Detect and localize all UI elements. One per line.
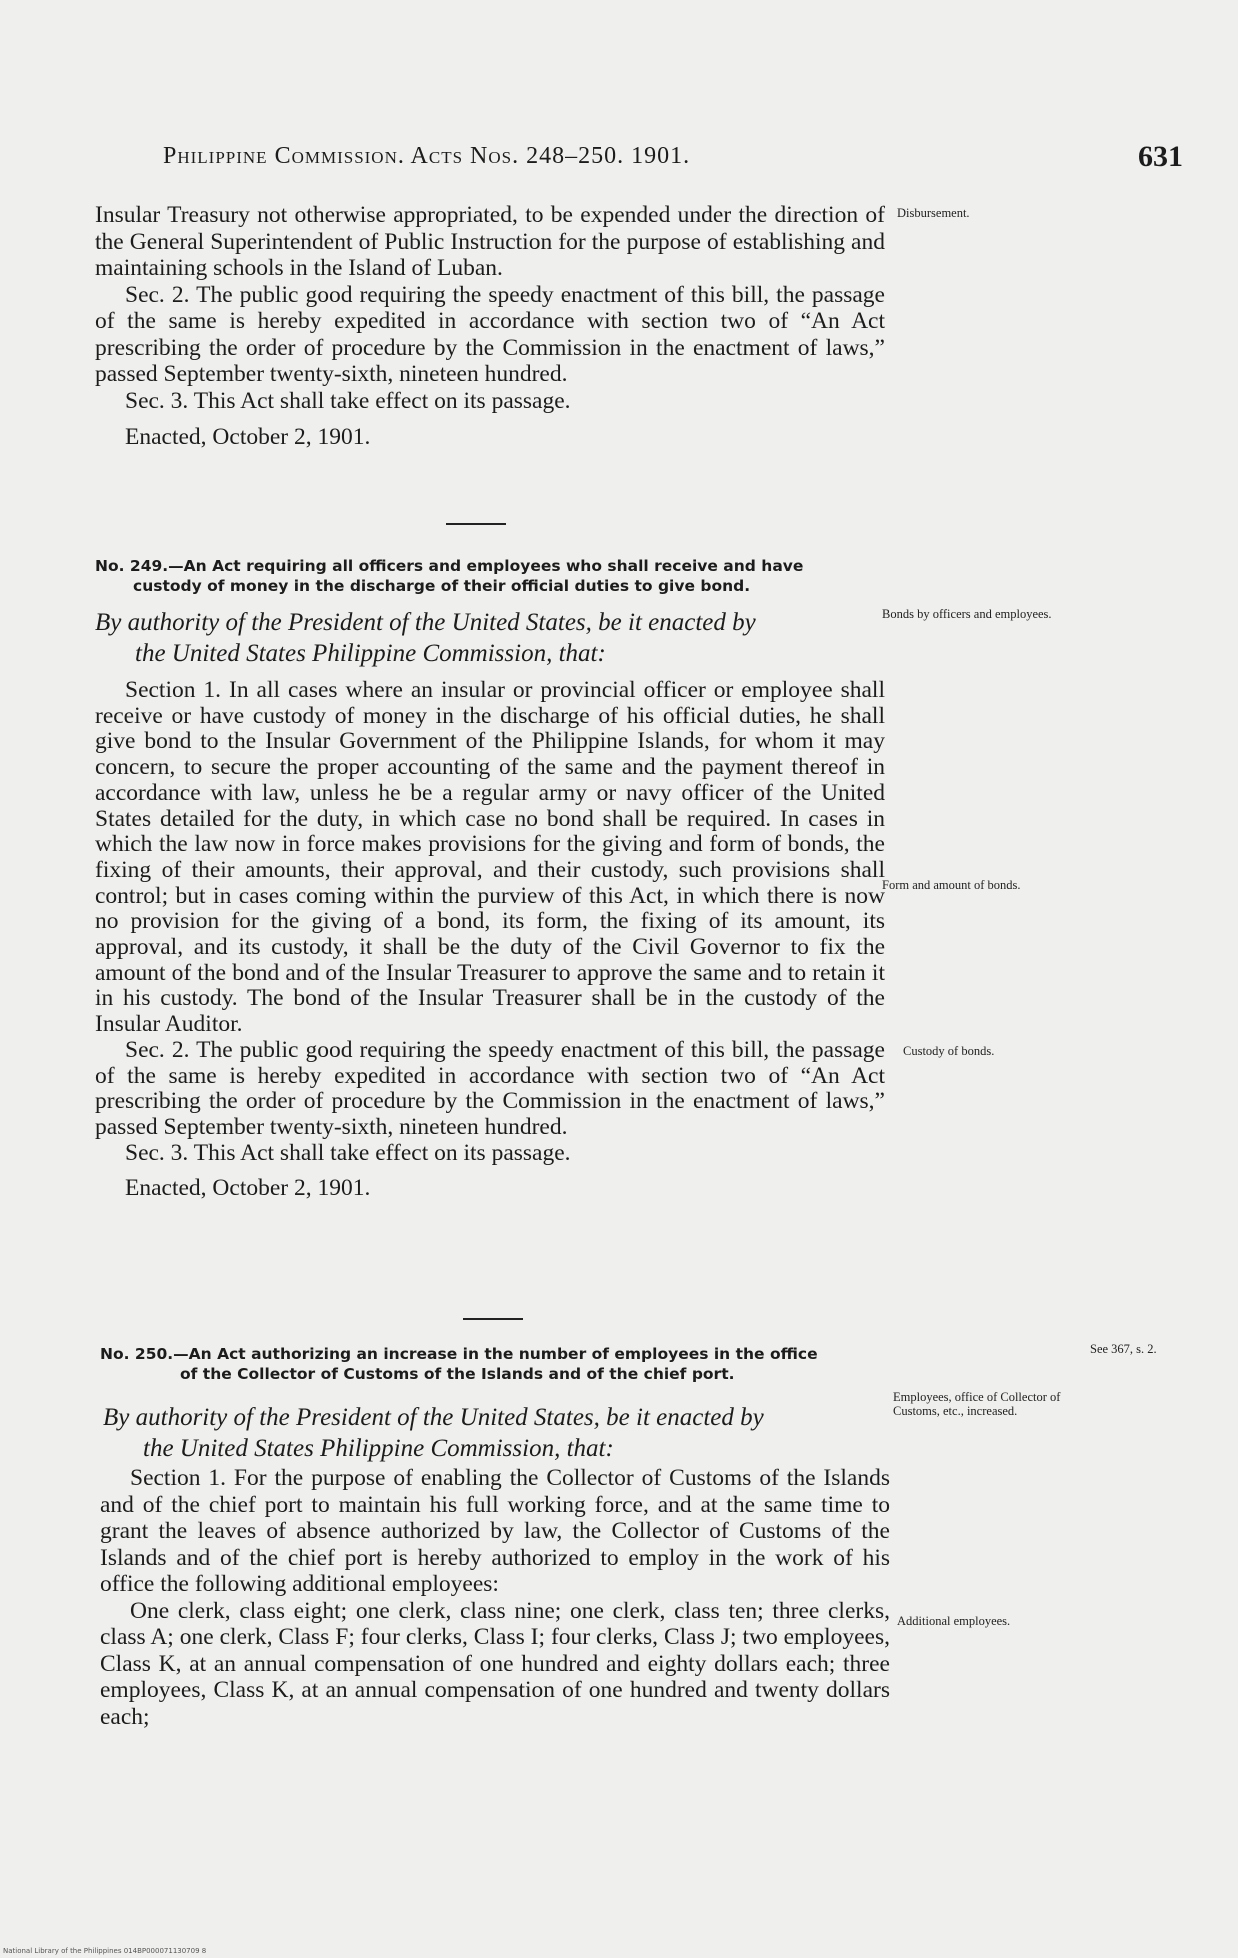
running-head: Philippine Commission. Acts Nos. 248–250. 1901.: [163, 143, 691, 169]
act250-authority-line2: the United States Philippine Commission, that:: [143, 1435, 614, 1462]
act249-heading: [95, 556, 885, 596]
margin-note-see-367: See 367, s. 2.: [1090, 1342, 1157, 1356]
act249-heading-line2: custody of money in the discharge of their official duties to give bond.: [133, 577, 751, 595]
act249-body: [95, 678, 885, 1202]
page-number: 631: [1138, 140, 1183, 173]
act250-heading: [100, 1344, 890, 1384]
act250-heading-line1: No. 250.—An Act authorizing an increase in the number of employees in the office: [100, 1345, 818, 1363]
act250-heading-line2: of the Collector of Customs of the Islands and of the chief port.: [180, 1365, 735, 1383]
act249-sec2: Sec. 2. The public good requiring the speedy enactment of this bill, the passage of the same is hereby expedited in accordance with section two of “An Act prescribing the order of procedure by the Commission in the enactment of laws,” passed September twenty-sixth, nineteen hundred.: [95, 1036, 885, 1140]
act249-authority-line2: the United States Philippine Commission, that:: [135, 640, 606, 667]
act248-para1: Insular Treasury not otherwise appropriated, to be expended under the direction of the General Superintendent of Public Instruction for the purpose of establishing and maintaining schools in the Island of Luban.: [95, 202, 885, 281]
margin-note-bonds-by-officers: Bonds by officers and employees.: [882, 607, 1052, 621]
act248-sec2: Sec. 2. The public good requiring the speedy enactment of this bill, the passage of the same is hereby expedited in accordance with section two of “An Act prescribing the order of procedure by the Commission in the enactment of laws,” passed September twenty-sixth, nineteen hundred.: [95, 281, 885, 387]
act248-sec3: Sec. 3. This Act shall take effect on its passage.: [125, 387, 571, 414]
scan-footer: National Library of the Philippines 014BP000071130709 8: [3, 1947, 207, 1955]
act249-sec1: Section 1. In all cases where an insular or provincial officer or employee shall receive or have custody of money in the discharge of his official duties, he shall give bond to the Insular Government of the Philippine Islands, for whom it may concern, to secure the proper accounting of the same and the payment thereof in accordance with law, unless he be a regular army or navy officer of the United States detailed for the duty, in which case no bond shall be required. In cases in which the law now in force makes provisions for the giving and form of bonds, the fixing of their amounts, their approval, and their custody, such provisions shall control; but in cases coming within the purview of this Act, in which there is now no provision for the giving of a bond, its form, the fixing of its amount, its approval, and its custody, it shall be the duty of the Civil Governor to fix the amount of the bond and of the Insular Treasurer to approve the same and to retain it in his custody. The bond of the Insular Treasurer shall be in the custody of the Insular Auditor.: [95, 677, 885, 1038]
margin-note-additional-employees: Additional employees.: [897, 1614, 1011, 1628]
section-divider: [446, 523, 506, 525]
act248-enacted: Enacted, October 2, 1901.: [125, 424, 371, 450]
act250-list: One clerk, class eight; one clerk, class nine; one clerk, class ten; three clerks, class A; one clerk, Class F; four clerks, Class I; four clerks, Class J; two employees, Class K, at an annual compensation of one hundred and eighty dollars each; three employees, Class K, at an annual compensation of one hundred and twenty dollars each;: [100, 1597, 890, 1730]
act250-authority-line1: By authority of the President of the United States, be it enacted by: [103, 1404, 764, 1431]
margin-note-custody-of-bonds: Custody of bonds.: [903, 1044, 995, 1058]
act248-tail: [95, 202, 885, 451]
act249-authority: [95, 607, 885, 669]
act249-authority-line1: By authority of the President of the United States, be it enacted by: [95, 609, 756, 636]
act250-body: [100, 1465, 890, 1730]
margin-note-employees-office: Employees, office of Collector of Customs, etc., increased.: [893, 1390, 1061, 1418]
margin-note-form-and-amount: Form and amount of bonds.: [882, 878, 1021, 892]
act250-authority: [103, 1402, 893, 1464]
act249-enacted: Enacted, October 2, 1901.: [125, 1175, 371, 1202]
act250-sec1: Section 1. For the purpose of enabling the Collector of Customs of the Islands and of the chief port to maintain his full working force, and at the same time to grant the leaves of absence authorized by law, the Collector of Customs of the Islands and of the chief port is hereby authorized to employ in the work of his office the following additional employees:: [100, 1465, 890, 1597]
act249-sec3: Sec. 3. This Act shall take effect on its passage.: [125, 1139, 571, 1166]
margin-note-disbursement: Disbursement.: [897, 206, 970, 220]
section-divider: [463, 1318, 523, 1320]
act249-heading-line1: No. 249.—An Act requiring all officers and employees who shall receive and have: [95, 557, 804, 575]
